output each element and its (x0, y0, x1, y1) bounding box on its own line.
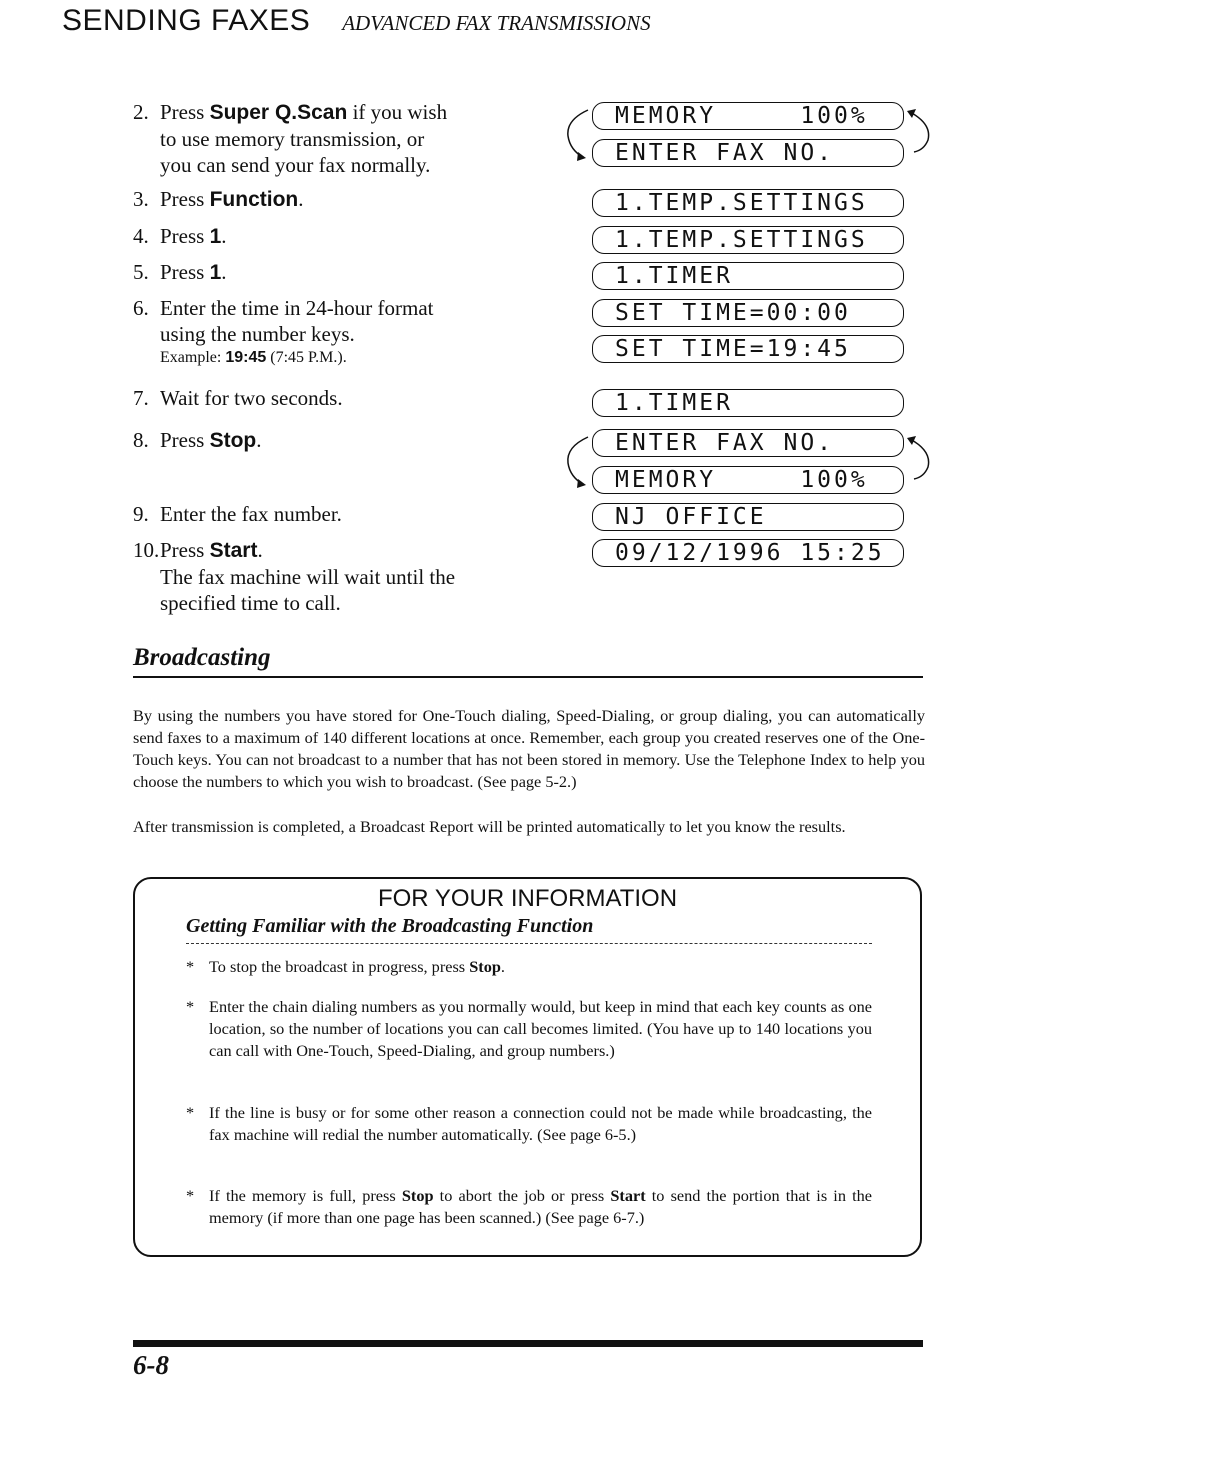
lcd-display: 09/12/1996 15:25 (592, 539, 904, 567)
broadcasting-paragraph: After transmission is completed, a Broadcast Report will be printed automatically to let you know the results. (133, 817, 846, 836)
info-item: * Enter the chain dialing numbers as you normally would, but keep in mind that each key counts as one location, so the number of locations you can call becomes limited. (You have up to 140 locations you can call with One-Touch, Speed-Dialing, and group numbers.) (186, 997, 872, 1060)
broadcasting-heading: Broadcasting (133, 644, 271, 671)
lcd-display: SET TIME=19:45 (592, 335, 904, 363)
footer-rule (133, 1340, 923, 1347)
page-header (62, 4, 651, 38)
lcd-display: ENTER FAX NO. (592, 429, 904, 457)
lcd-display: NJ OFFICE (592, 503, 904, 531)
lcd-display: SET TIME=00:00 (592, 299, 904, 327)
page-number: 6-8 (133, 1350, 169, 1380)
lcd-display: 1.TEMP.SETTINGS (592, 189, 904, 217)
info-item: * If the memory is full, press Stop to abort the job or press Start to send the portion that is in the memory (if more than one page has been scanned.) (See page 6-7.) (186, 1186, 873, 1227)
step-6: 6. Enter the time in 24-hour format using the number keys. Example: 19:45 (7:45 P.M.). (133, 295, 434, 369)
alternating-arrows-icon (560, 106, 930, 166)
info-item: * To stop the broadcast in progress, press Stop. (186, 957, 505, 976)
step-4: 4. Press 1. (133, 224, 227, 248)
step-9: 9. Enter the fax number. (133, 502, 342, 526)
heading-rule (133, 676, 923, 678)
alternating-arrows-icon (560, 433, 930, 493)
lcd-display: MEMORY 100% (592, 466, 904, 494)
step-10: 10.Press Start. The fax machine will wait until the specified time to call. (133, 538, 456, 615)
section-title: SENDING FAXES (62, 4, 311, 37)
info-box (133, 877, 922, 1257)
lcd-display: 1.TIMER (592, 262, 904, 290)
lcd-display: 1.TEMP.SETTINGS (592, 226, 904, 254)
step-7: 7. Wait for two seconds. (133, 386, 343, 410)
info-item: * If the line is busy or for some other reason a connection could not be made while broadcasting, the fax machine will redial the number automatically. (See page 6-5.) (186, 1103, 872, 1144)
lcd-display: MEMORY 100% (592, 102, 904, 130)
broadcasting-paragraph: By using the numbers you have stored for One-Touch dialing, Speed-Dialing, or group dialing, you can automatically send faxes to a maximum of 140 different locations at once. Remember, each group you created reserves one of the One-Touch keys. You can not broadcast to a number that has not been stored in memory. Use the Telephone Index to help you choose the numbers to which you wish to broadcast. (See page 5-2.) (133, 706, 925, 791)
example-note: Example: 19:45 (7:45 P.M.). (160, 349, 347, 366)
subsection-title: ADVANCED FAX TRANSMISSIONS (342, 11, 651, 35)
lcd-display: ENTER FAX NO. (592, 139, 904, 167)
info-box-title: FOR YOUR INFORMATION (377, 885, 678, 912)
step-2: 2. Press Super Q.Scan if you wish to use memory transmission, or you can send your fax normally. (133, 100, 448, 177)
step-3: 3. Press Function. (133, 187, 304, 211)
info-box-subtitle: Getting Familiar with the Broadcasting Function (186, 915, 594, 937)
step-5: 5. Press 1. (133, 260, 227, 284)
lcd-display: 1.TIMER (592, 389, 904, 417)
info-box-rule (186, 943, 872, 944)
step-8: 8. Press Stop. (133, 428, 262, 452)
